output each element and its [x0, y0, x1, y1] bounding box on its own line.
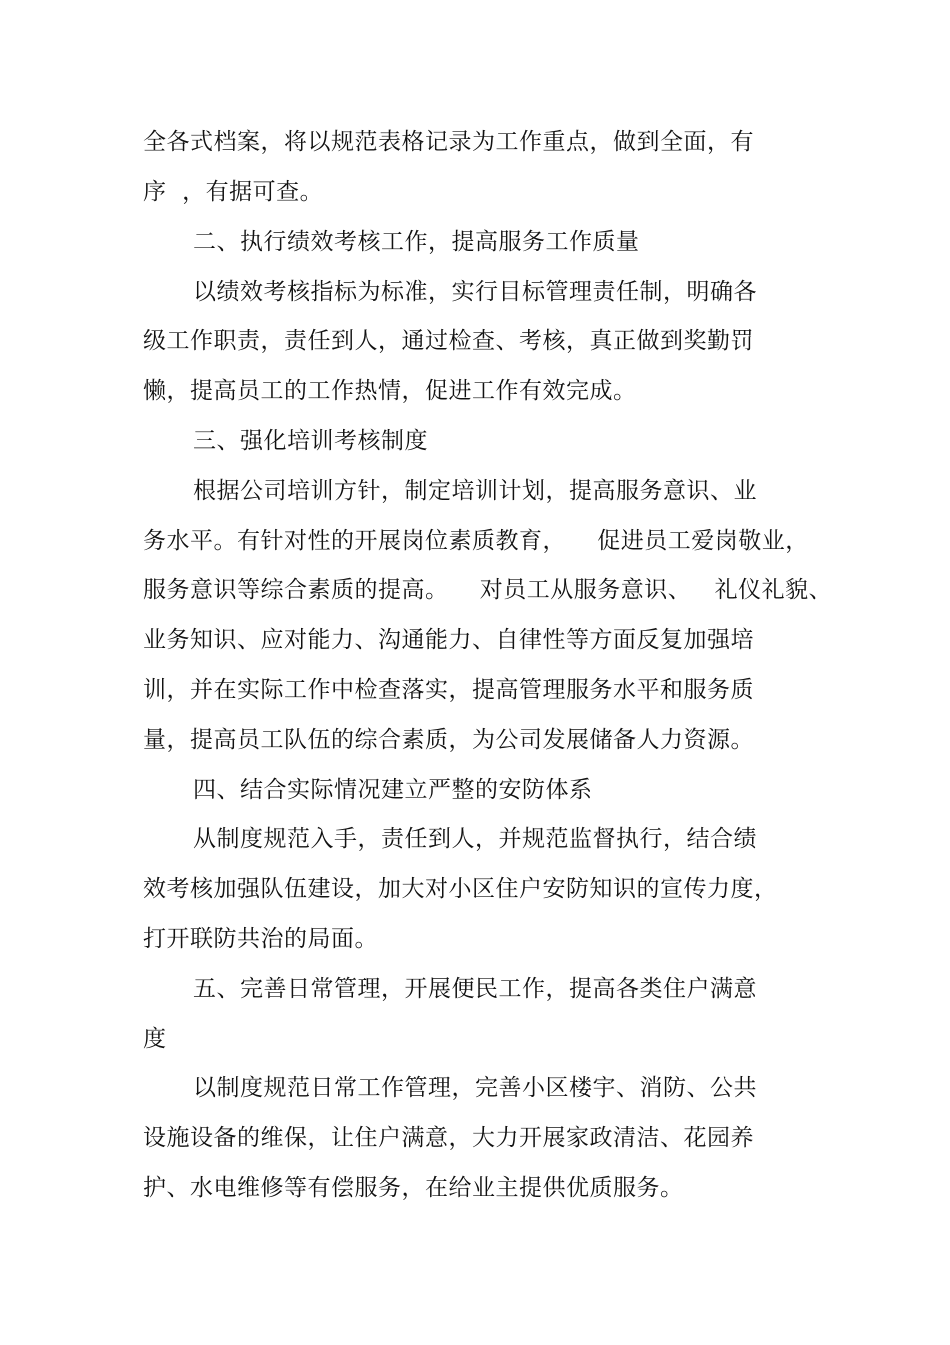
- text-line: 级工作职责，责任到人，通过检查、考核，真正做到奖勤罚: [143, 328, 754, 354]
- section-heading-4: 四、结合实际情况建立严整的安防体系: [193, 777, 593, 803]
- section-heading-2: 二、执行绩效考核工作，提高服务工作质量: [193, 229, 640, 255]
- text-line: 序 ，有据可查。: [143, 179, 324, 205]
- text-line: 懒，提高员工的工作热情，促进工作有效完成。: [143, 378, 637, 404]
- text-line: 以制度规范日常工作管理，完善小区楼宇、消防、公共: [193, 1075, 757, 1101]
- text-line: 量，提高员工队伍的综合素质，为公司发展储备人力资源。: [143, 727, 754, 753]
- text-line: 业务知识、应对能力、沟通能力、自律性等方面反复加强培: [143, 627, 754, 653]
- text-line: 护、水电维修等有偿服务，在给业主提供优质服务。: [143, 1175, 684, 1201]
- text-line: 训，并在实际工作中检查落实，提高管理服务水平和服务质: [143, 677, 754, 703]
- text-line: 服务意识等综合素质的提高。 对员工从服务意识、 礼仪礼貌、: [143, 577, 833, 603]
- text-line: 全各式档案，将以规范表格记录为工作重点，做到全面，有: [143, 129, 754, 155]
- section-heading-5: 五、完善日常管理，开展便民工作，提高各类住户满意: [193, 976, 757, 1002]
- text-line: 以绩效考核指标为标准，实行目标管理责任制，明确各: [193, 279, 757, 305]
- text-line: 务水平。有针对性的开展岗位素质教育， 促进员工爱岗敬业，: [143, 528, 809, 554]
- text-line: 从制度规范入手，责任到人，并规范监督执行，结合绩: [193, 826, 757, 852]
- text-line: 根据公司培训方针，制定培训计划，提高服务意识、业: [193, 478, 757, 504]
- text-line: 打开联防共治的局面。: [143, 926, 378, 952]
- text-line: 效考核加强队伍建设，加大对小区住户安防知识的宣传力度，: [143, 876, 778, 902]
- text-line: 设施设备的维保，让住户满意，大力开展家政清洁、花园养: [143, 1125, 754, 1151]
- section-heading-5-continued: 度: [143, 1026, 167, 1052]
- section-heading-3: 三、强化培训考核制度: [193, 428, 428, 454]
